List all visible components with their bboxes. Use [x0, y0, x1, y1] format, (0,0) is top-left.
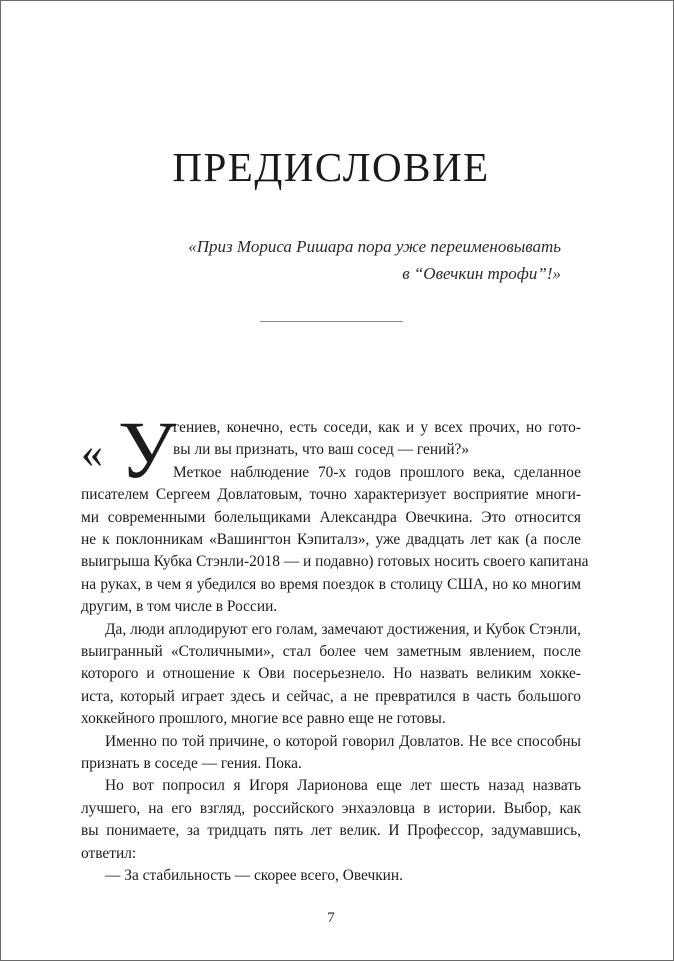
epigraph-line: в “Овечкин трофи”!» [402, 264, 561, 283]
text-line: Именно по той причине, о которой говорил Довлатов. Не все способны [105, 732, 581, 750]
text-line: хоккейного прошлого, многие все равно еще не готовы. [81, 710, 446, 728]
text-line: выигрыша Кубка Стэнли-2018 — и подавно) готовых носить своего капитана [81, 553, 589, 571]
text-line: лучшего, на его взгляд, российского энхаэловца в истории. Выбор, как [81, 799, 581, 817]
text-line: — За стабильность — скорее всего, Овечкин. [105, 867, 403, 884]
text-line: не к поклонникам «Вашингтон Кэпиталз», уже двадцать лет как (а после [81, 530, 581, 548]
text-line: Да, люди аплодируют его голам, замечают достижения, и Кубок Стэнли, [105, 620, 581, 638]
paragraph [81, 462, 589, 619]
opening-quote-mark: « [81, 428, 103, 477]
text-line: другим, в том числе в России. [81, 598, 278, 616]
paragraph [81, 619, 581, 731]
text-line: выигранный «Столичными», стал более чем заметным явлением, после [81, 642, 581, 660]
paragraph [81, 775, 581, 865]
text-line: вы понимаете, за тридцать пять лет велик. И Профессор, задумавшись, [81, 822, 581, 840]
paragraph [81, 865, 581, 887]
text-line: ответил: [81, 844, 137, 862]
text-line: Меткое наблюдение 70-х годов прошлого века, сделанное [173, 463, 581, 481]
opening-paragraph [81, 417, 581, 462]
text-line: вы ли вы признать, что ваш сосед — гений?» [173, 441, 470, 459]
drop-cap-letter: У [118, 404, 177, 495]
epigraph [61, 233, 561, 287]
text-line: на руках, в чем я убедился во время поездок в столицу США, но ко многим [81, 575, 581, 593]
text-line: писателем Сергеем Довлатовым, точно характеризует восприятие многи- [81, 486, 581, 504]
chapter-title: ПРЕДИСЛОВИЕ [172, 144, 490, 190]
text-line: гениев, конечно, есть соседи, как и у всех прочих, но гото- [173, 419, 581, 436]
text-line: которого и отношение к Ови посерьезнело. Но назвать великим хокке- [81, 665, 581, 683]
page-number: 7 [327, 910, 335, 926]
text-line: ми современными болельщиками Александра Овечкина. Это относится [81, 508, 581, 526]
paragraph [81, 731, 581, 776]
epigraph-line: «Приз Мориса Ришара пора уже переименовывать [188, 237, 561, 256]
text-line: признать в соседе — гения. Пока. [81, 754, 302, 772]
text-line: иста, который играет здесь и сейчас, а не превратился в часть большого [81, 687, 581, 705]
section-divider [260, 321, 403, 322]
text-line: Но вот попросил я Игоря Ларионова еще лет шесть назад назвать [105, 777, 581, 795]
